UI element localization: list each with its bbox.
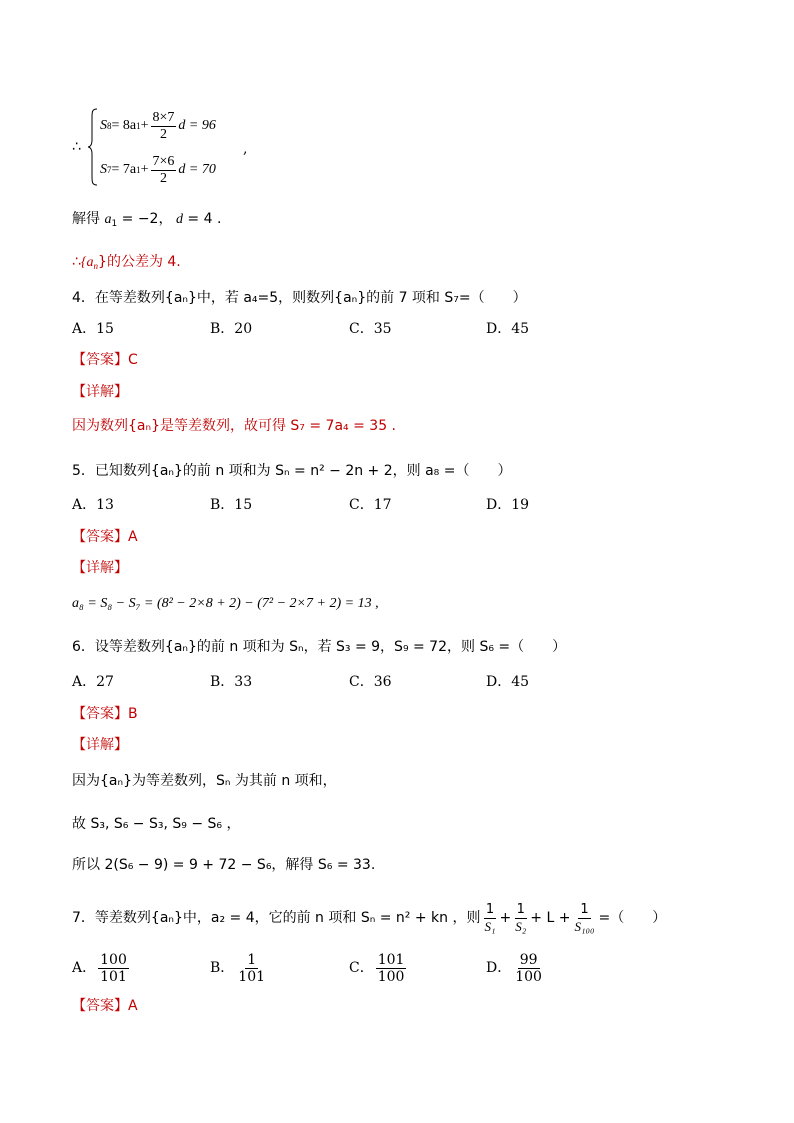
q4-option-b: B．20	[210, 321, 253, 337]
equation-s7: S 7 = 7a 1 + $\frac{7\times 6}{2}$ d = 70	[100, 153, 216, 186]
q5-option-d: D．19	[486, 497, 530, 513]
q6-stem: 6．设等差数列{aₙ}的前 n 项和为 Sₙ，若 S₃ = 9，S₉ = 72，则 S₆ =（ ）	[72, 639, 567, 655]
q4-answer: 【答案】C	[72, 352, 138, 368]
q5-option-c: C．17	[349, 497, 392, 513]
system-comma: ,	[243, 141, 248, 157]
q7-option-b: B． $\frac{1}{101}$	[210, 951, 266, 985]
q7-stem: 7．等差数列{aₙ}中，a₂ = 4，它的前 n 项和 Sₙ = n² + kn ，则 $\frac{1}{\text{S₁}}$ + $\frac{1}{\text{S₂}}$ + L + $\frac{1}{\text{S₁₀₀}}$ =（ ）	[72, 901, 667, 934]
q6-detail-line1: 因为{aₙ}为等差数列，Sₙ 为其前 n 项和，	[72, 773, 337, 789]
q5-stem: 5．已知数列{aₙ}的前 n 项和为 Sₙ = n² − 2n + 2，则 a₈ =（ ）	[72, 463, 512, 479]
q6-option-b: B．33	[210, 674, 253, 690]
left-brace	[88, 108, 98, 186]
q6-option-d: D．45	[486, 674, 530, 690]
q6-option-c: C．36	[349, 674, 392, 690]
equation-s8: S 8 = 8a 1 + $\frac{8\times 7}{2}$ d = 96	[100, 109, 216, 142]
q7-option-d: D． $\frac{99}{100}$	[486, 951, 542, 985]
q5-option-b: B．15	[210, 497, 253, 513]
q6-detail-label: 【详解】	[72, 737, 128, 753]
q6-detail-line2: 故 S₃, S₆ − S₃, S₉ − S₆ ，	[72, 816, 241, 832]
q4-detail: 因为数列{aₙ}是等差数列，故可得 S₇ = 7a₄ = 35 .	[72, 418, 396, 434]
q4-option-a: A．15	[72, 321, 114, 337]
q6-detail-line3: 所以 2(S₆ − 9) = 9 + 72 − S₆，解得 S₆ = 33.	[72, 857, 376, 873]
q5-detail: a₈ = S₈ − S₇ = (8² − 2×8 + 2) − (7² − 2×7 + 2) = 13 ,	[72, 596, 379, 611]
q6-answer: 【答案】B	[72, 706, 138, 722]
q6-option-a: A．27	[72, 674, 114, 690]
q4-option-c: C．35	[349, 321, 392, 337]
q7-option-c: C． $\frac{101}{100}$	[349, 951, 405, 985]
conclusion-line: $\therefore\{a_n\}$的公差为 4.	[72, 254, 181, 271]
q5-option-a: A．13	[72, 497, 114, 513]
q7-option-a: A． $\frac{100}{101}$	[72, 951, 127, 985]
q5-detail-label: 【详解】	[72, 560, 128, 576]
q4-stem: 4．在等差数列{aₙ}中，若 a₄=5，则数列{aₙ}的前 7 项和 S₇=（ ）	[72, 290, 527, 306]
solve-line: 解得 $a_1 = -2$， d = 4 .	[72, 211, 222, 229]
q4-detail-label: 【详解】	[72, 384, 128, 400]
q4-option-d: D．45	[486, 321, 530, 337]
q5-answer: 【答案】A	[72, 529, 138, 545]
therefore-symbol: ∴	[72, 139, 81, 155]
q7-answer: 【答案】A	[72, 998, 138, 1014]
